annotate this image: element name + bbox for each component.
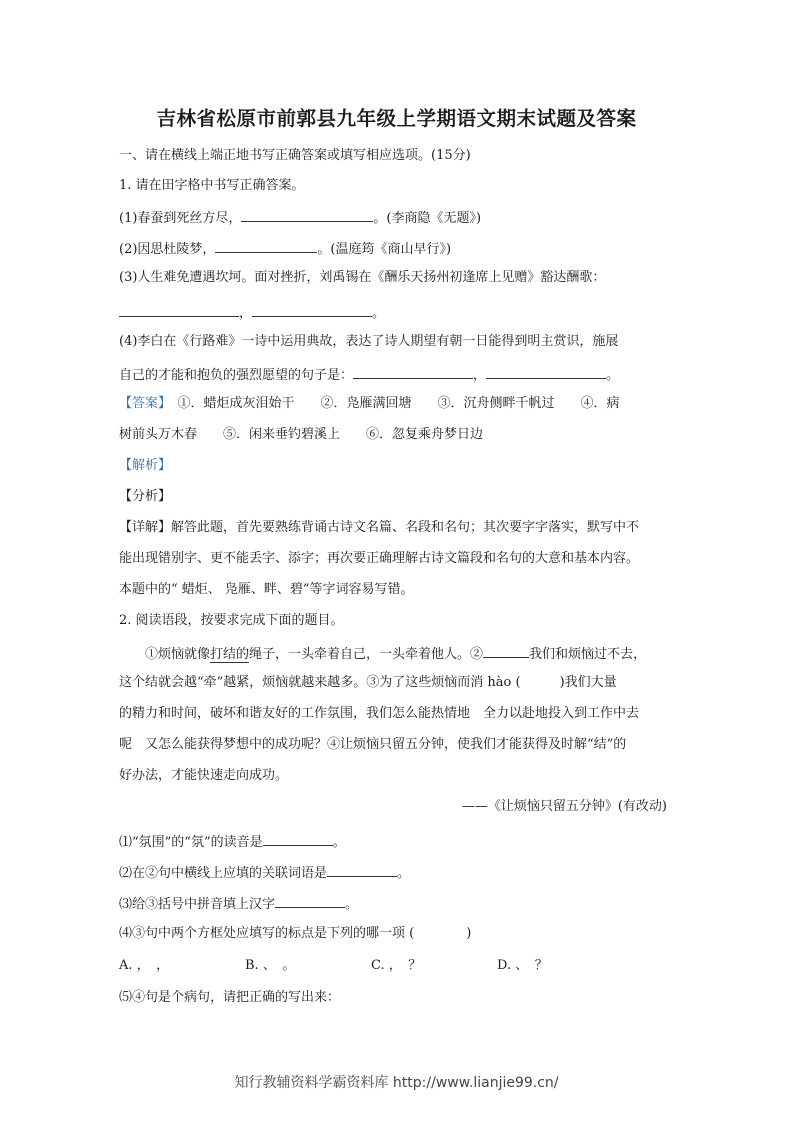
answer-line-2: 树前头万木春 ⑤．闲来垂钓碧溪上 ⑥．忽复乘舟梦日边 [119,427,484,442]
question-1: 1. 请在田字格中书写正确答案。 [119,178,305,193]
sub-question-text: ⑵在②句中横线上应填的关联词语是 [119,866,328,881]
answer-blank [327,862,397,877]
question-1-1-source: 。(李商隐《无题》) [373,211,482,226]
sub-question-4: ⑷③句中两个方框处应填写的标点是下列的哪一项 ( ) [119,926,472,941]
answer-blank [215,238,317,253]
question-1-4-text: 自己的才能和抱负的强烈愿望的句子是： [119,368,354,383]
answer-blank [483,643,529,658]
option-d: D. 、 ？ [497,958,548,973]
answer-tag: 【答案】 [119,396,165,411]
answer-blank [119,302,239,317]
sub-question-text: ⑴“氛围”的“氛”的读音是 [119,835,263,850]
passage-line-4: 呢 又怎么能获得梦想中的成功呢？④让烦恼只留五分钟，使我们才能获得及时解“结”的 [119,737,627,752]
question-1-4-line2 [119,364,619,385]
detail-line-2: 能出现错别字、更不能丢字、添字；再次要正确理解古诗文篇段和名句的大意和基本内容。 [119,551,640,566]
punctuation: ， [473,368,487,383]
answer-blank [353,364,473,379]
passage-text: ①烦恼就像 [145,647,211,662]
question-1-2-text: (2)因思杜陵梦， [119,242,216,257]
option-b: B. 、 。 [245,958,296,973]
punctuation: ， [239,306,253,321]
punctuation: 。 [332,835,346,850]
passage-line-3: 的精力和时间，破坏和谐友好的工作氛围，我们怎么能热情地 全力以赴地投入到工作中去 [119,706,640,721]
sub-question-3 [119,893,358,914]
sub-question-text: ⑶给③括号中拼音填上汉字 [119,897,276,912]
answer-blank [263,831,333,846]
answer-line-1 [119,395,620,413]
punctuation: 。 [345,897,359,912]
sub-question-2 [119,862,410,883]
question-1-1-text: (1)春蚕到死丝方尽， [119,211,242,226]
question-1-2-source: 。(温庭筠《商山早行》) [317,242,452,257]
analysis-tag: 【解析】 [119,458,172,473]
punctuation: 。 [397,866,411,881]
footer-watermark: 知行教辅资料学霸资料库 http://www.lianjie99.cn/ [234,1075,559,1091]
answer-blank [252,302,372,317]
question-1-2 [119,238,451,259]
passage-line-1 [145,643,646,664]
detail-line-1: 【详解】解答此题，首先要熟练背诵古诗文名篇、名段和名句；其次要字字落实，默写中不 [119,520,640,535]
fenxi-tag: 【分析】 [119,489,172,504]
answer-blank [275,893,345,908]
answer-text: ①．蜡炬成灰泪始干 ②．凫雁满回塘 ③．沉舟侧畔千帆过 ④．病 [177,396,620,411]
question-1-3-blanks [119,302,385,323]
detail-line-3: 本题中的“ 蜡炬、 凫雁、畔、碧”等字词容易写错。 [119,582,414,597]
answer-blank [486,364,606,379]
question-2: 2. 阅读语段，按要求完成下面的题目。 [119,613,344,628]
option-c: C. ， ？ [371,958,422,973]
passage-line-2: 这个结就会越“牵”越紧，烦恼就越来越多。③为了这些烦恼而消 hào ( )我们大量 [119,675,617,690]
option-a: A. ， ， [119,958,170,973]
sub-question-5: ⑸④句是个病句，请把正确的写出来： [119,990,341,1005]
passage-text: 绳子，一头牵着自己，一头牵着他人。② [249,647,484,662]
punctuation: 。 [372,306,386,321]
underlined-phrase: 打结的 [210,647,250,662]
punctuation: 。 [606,368,620,383]
passage-line-5: 好办法，才能快速走向成功。 [119,768,289,783]
section-heading: 一、请在横线上端正地书写正确答案或填写相应选项。(15分) [119,148,471,163]
passage-source: ——《让烦恼只留五分钟》(有改动) [461,799,667,814]
question-1-1 [119,207,481,228]
page-title: 吉林省松原市前郭县九年级上学期语文期末试题及答案 [156,107,637,130]
question-1-4: (4)李白在《行路难》一诗中运用典故，表达了诗人期望有朝一日能得到明主赏识，施展 [119,334,619,349]
passage-text: 我们和烦恼过不去， [529,647,647,662]
answer-blank [241,207,373,222]
sub-question-1 [119,831,346,852]
question-1-3: (3)人生难免遭遇坎坷。面对挫折，刘禹锡在《酬乐天扬州初逢席上见赠》豁达酬歌： [119,270,606,285]
